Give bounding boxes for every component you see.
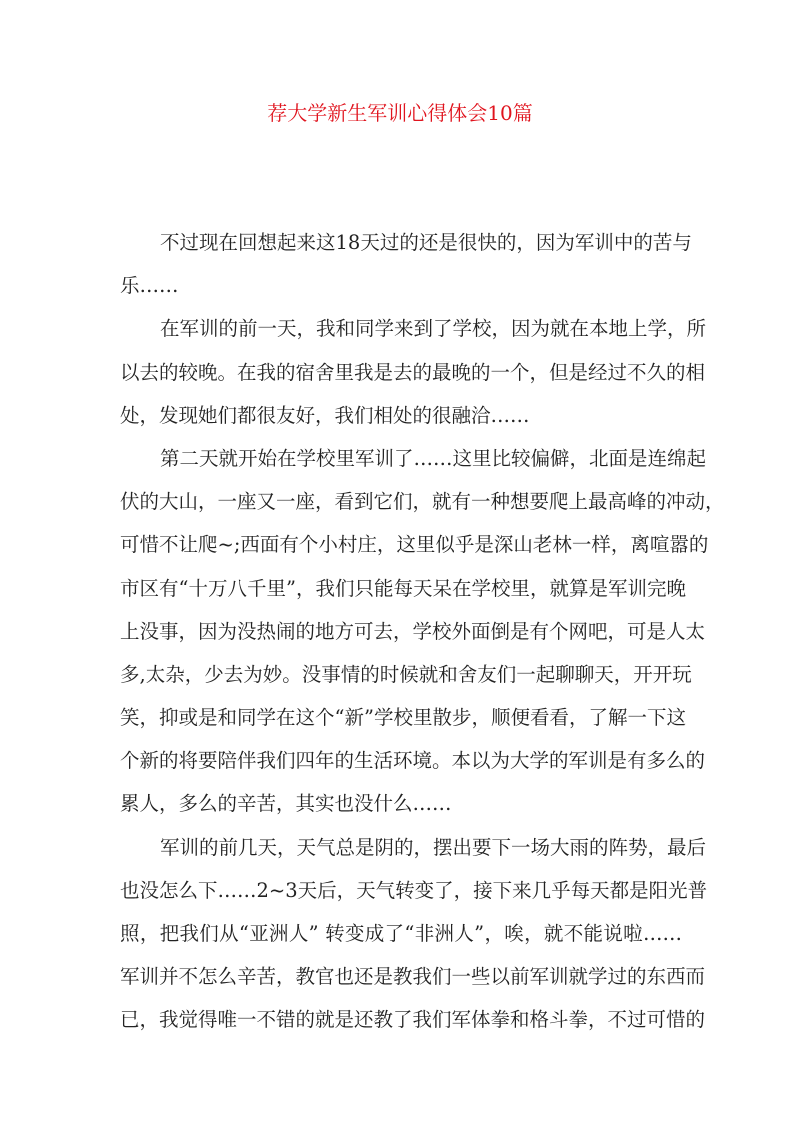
paragraph-line: 多,太杂，少去为妙。没事情的时候就和舍友们一起聊聊天，开开玩 <box>120 662 692 686</box>
paragraph-line: 军训的前几天，天气总是阴的，摆出要下一场大雨的阵势，最后 <box>160 835 707 859</box>
paragraph-line: 处，发现她们都很友好，我们相处的很融洽…… <box>120 403 530 427</box>
paragraph-line: 市区有“十万八千里”，我们只能每天呆在学校里，就算是军训完晚 <box>120 576 686 600</box>
paragraph-line: 可惜不让爬~;西面有个小村庄，这里似乎是深山老林一样，离喧嚣的 <box>120 533 709 557</box>
paragraph-line: 上没事，因为没热闹的地方可去，学校外面倒是有个网吧，可是人太 <box>120 619 706 643</box>
paragraph-line: 军训并不怎么辛苦，教官也还是教我们一些以前军训就学过的东西而 <box>120 965 706 989</box>
paragraph-line: 照，把我们从“亚洲人” 转变成了“非洲人”，唉，就不能说啦…… <box>120 922 682 945</box>
document-body <box>120 230 725 1051</box>
paragraph-line: 笑，抑或是和同学在这个“新”学校里散步，顺便看看，了解一下这 <box>120 706 686 730</box>
paragraph-line: 乐…… <box>120 274 179 298</box>
paragraph-line: 伏的大山，一座又一座，看到它们，就有一种想要爬上最高峰的冲动， <box>120 490 725 514</box>
paragraph-line: 累人，多么的辛苦，其实也没什么…… <box>120 792 452 816</box>
paragraph-line: 在军训的前一天，我和同学来到了学校，因为就在本地上学，所 <box>160 317 707 341</box>
paragraph-line: 第二天就开始在学校里军训了……这里比较偏僻，北面是连绵起 <box>160 446 707 470</box>
paragraph-line: 也没怎么下……2~3天后，天气转变了，接下来几乎每天都是阳光普 <box>120 878 708 902</box>
paragraph-line: 个新的将要陪伴我们四年的生活环境。本以为大学的军训是有多么的 <box>120 749 706 773</box>
document-title: 荐大学新生军训心得体会10篇 <box>267 101 533 125</box>
paragraph-line: 已，我觉得唯一不错的就是还教了我们军体拳和格斗拳，不过可惜的 <box>120 1008 706 1032</box>
paragraph-line: 不过现在回想起来这18天过的还是很快的，因为军训中的苦与 <box>160 231 692 254</box>
paragraph-line: 以去的较晚。在我的宿舍里我是去的最晚的一个，但是经过不久的相 <box>120 360 706 384</box>
